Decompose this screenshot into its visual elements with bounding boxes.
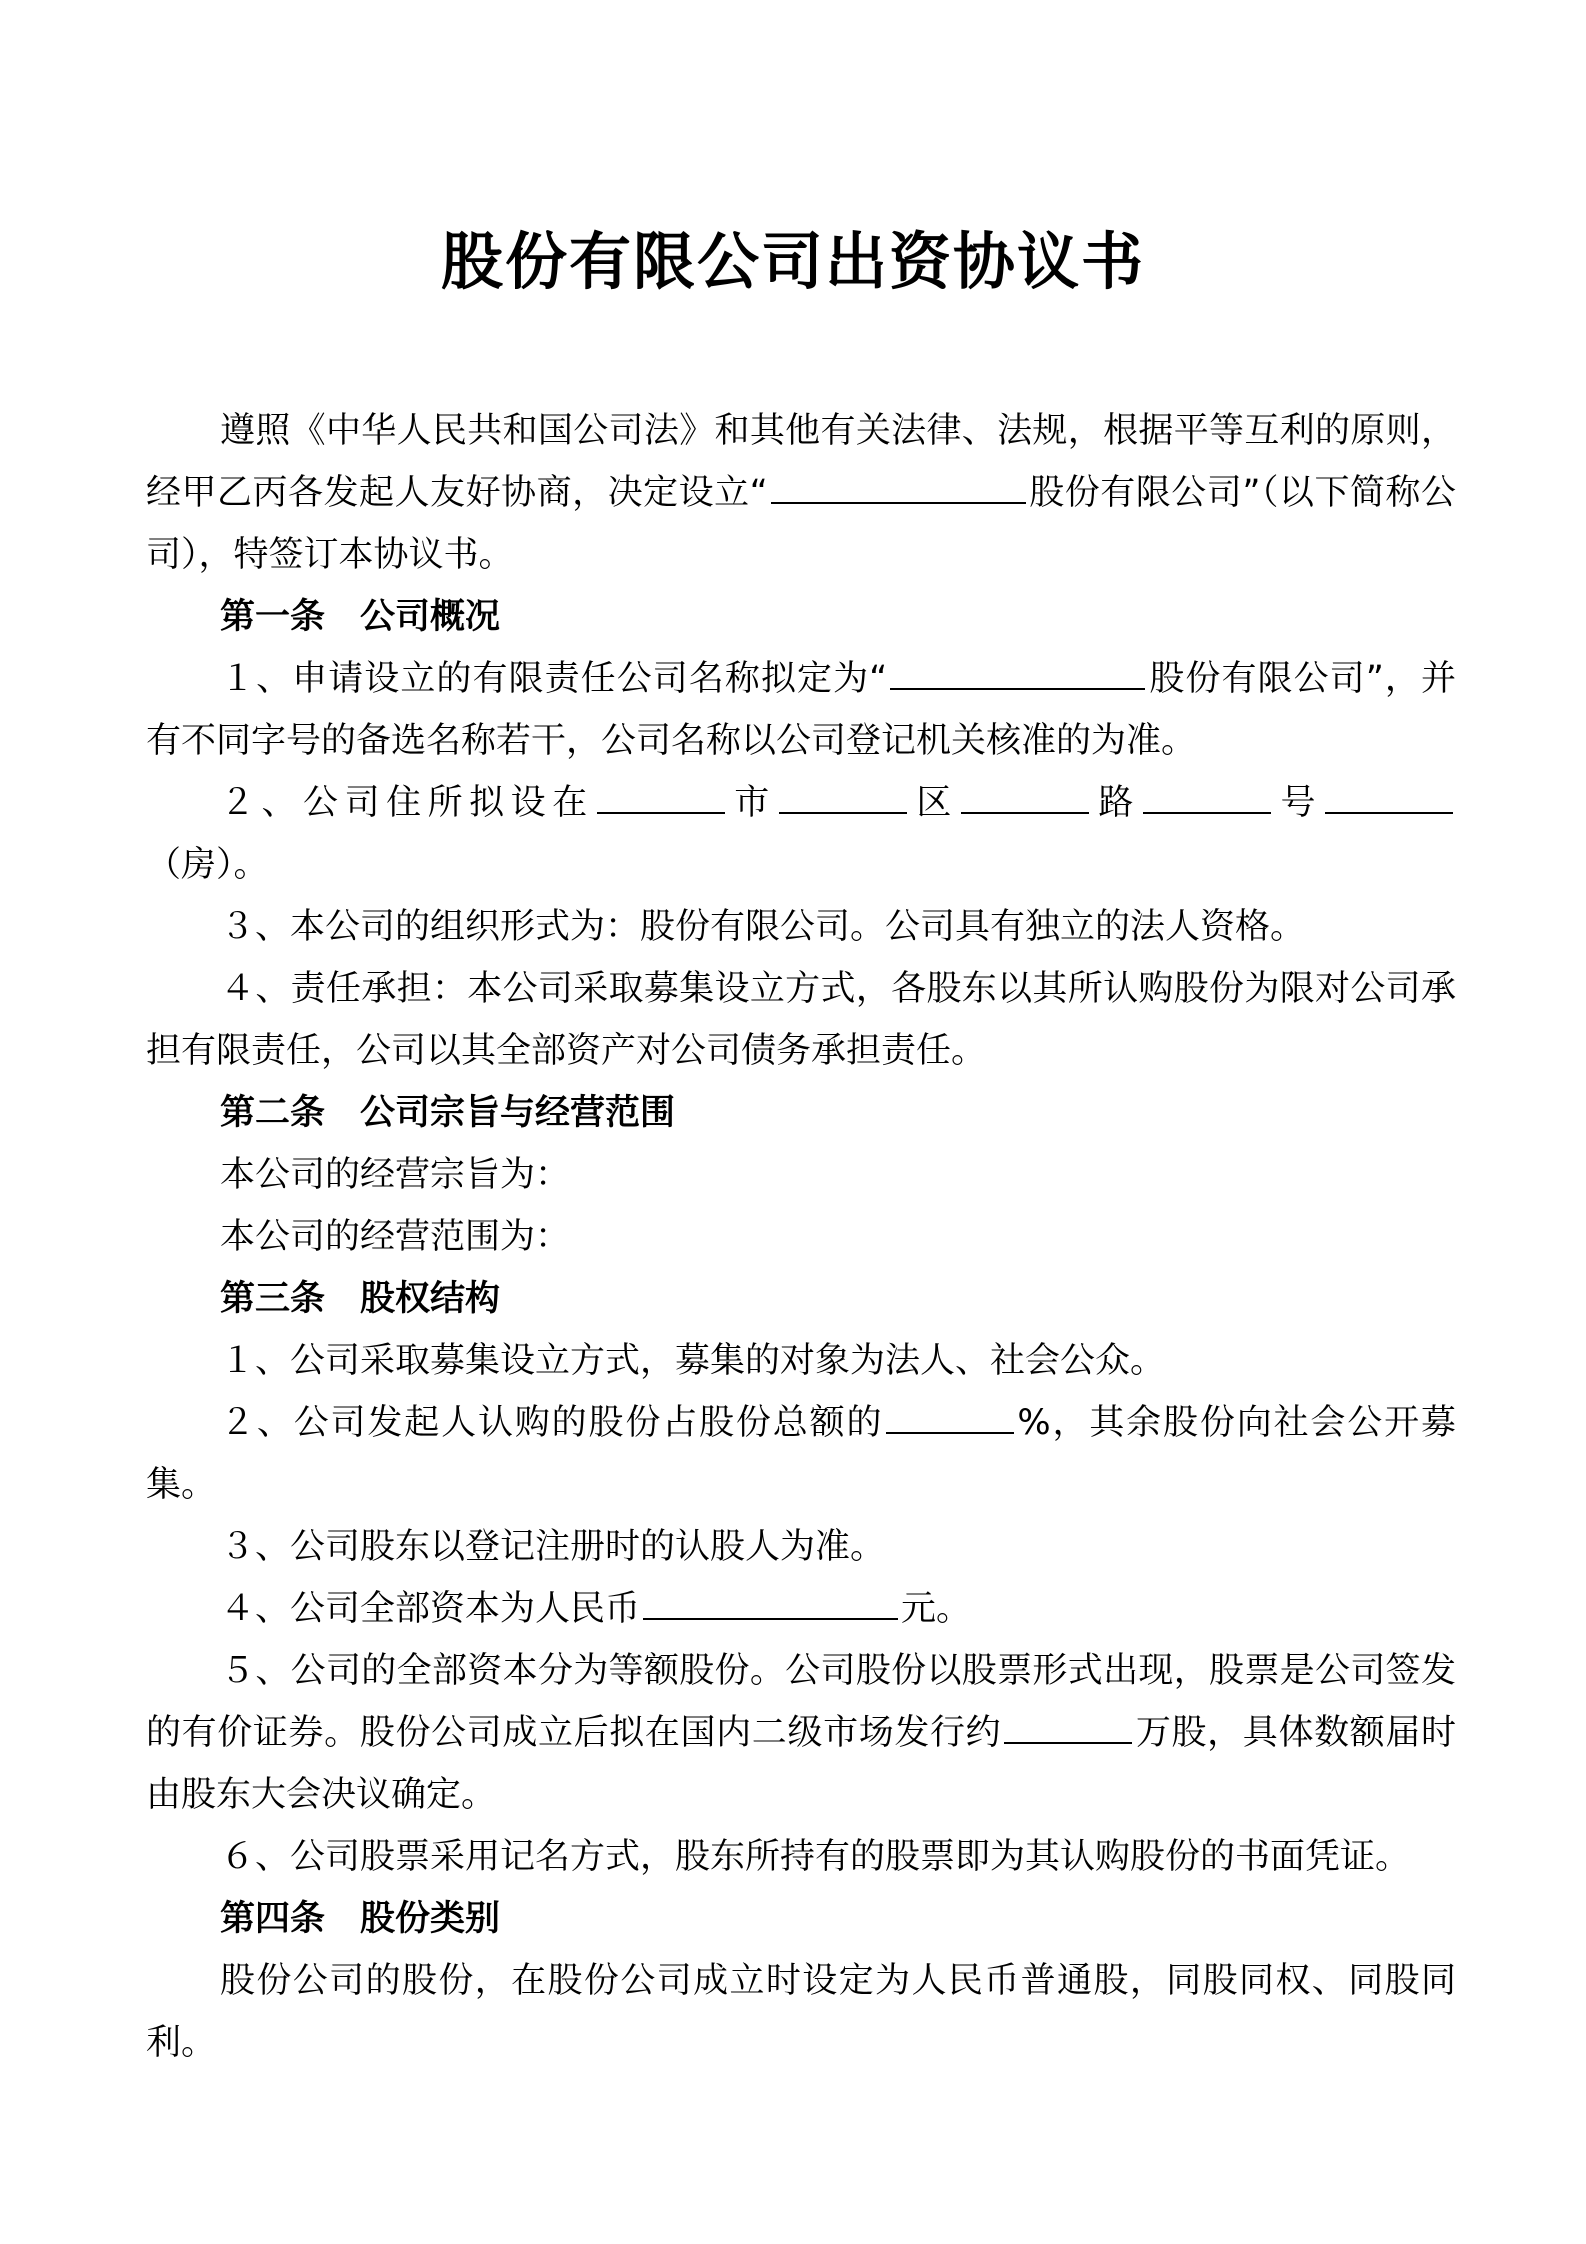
article-3-item-2 (146, 1392, 1456, 1516)
article-3-item-5-text-b: 万股，具体数额届时由股东大会决议确定。 (146, 1713, 1456, 1815)
article-2-purpose: 本公司的经营宗旨为： (220, 1155, 571, 1195)
article-3-item-2-text-b: %，其余股份向社会公开募集。 (146, 1403, 1456, 1505)
article-3-item-2-text-a: ２、公司发起人认购的股份占股份总额的 (220, 1403, 884, 1443)
article-3-item-4-text-a: ４、公司全部资本为人民币 (220, 1589, 641, 1629)
intro-text-a: 遵照《中华人民共和国公司法》和其他有关法律、法规，根据平等互利的原则，经甲乙丙各发起人友好协商，决定设立“ (146, 411, 1456, 513)
city-blank (597, 775, 725, 814)
district-label: 区 (909, 783, 958, 823)
company-name-blank (771, 465, 1026, 504)
room-label: （房）。 (146, 845, 269, 885)
article-4-paragraph: 股份公司的股份，在股份公司成立时设定为人民币普通股，同股同权、同股同利。 (146, 1961, 1456, 2063)
article-3-item-5 (146, 1640, 1456, 1826)
article-3-item-6: ６、公司股票采用记名方式，股东所持有的股票即为其认购股份的书面凭证。 (220, 1837, 1411, 1877)
address-label: ２、公司住所拟设在 (220, 783, 594, 823)
document-body (146, 400, 1456, 2074)
city-label: 市 (727, 783, 776, 823)
article-1-item-1-text-a: １、申请设立的有限责任公司名称拟定为“ (220, 659, 888, 699)
document-title: 股份有限公司出资协议书 (440, 225, 1145, 298)
article-2-heading: 第二条 公司宗旨与经营范围 (220, 1093, 676, 1133)
article-1-heading: 第一条 公司概况 (220, 597, 501, 637)
article-3-item-1: １、公司采取募集设立方式，募集的对象为法人、社会公众。 (220, 1341, 1166, 1381)
article-3-item-4 (146, 1578, 1456, 1640)
percent-blank (886, 1395, 1014, 1434)
article-1-item-4: ４、责任承担：本公司采取募集设立方式，各股东以其所认购股份为限对公司承担有限责任，公司以其全部资产对公司债务承担责任。 (146, 969, 1456, 1071)
article-3-heading: 第三条 股权结构 (220, 1279, 501, 1319)
number-label: 号 (1273, 783, 1322, 823)
article-3-item-5-text-a: ５、公司的全部资本分为等额股份。公司股份以股票形式出现，股票是公司签发的有价证券。股份公司成立后拟在国内二级市场发行约 (146, 1651, 1456, 1753)
road-label: 路 (1091, 783, 1140, 823)
article-1-item-3: ３、本公司的组织形式为：股份有限公司。公司具有独立的法人资格。 (220, 907, 1306, 947)
road-blank (961, 775, 1089, 814)
shares-blank (1004, 1705, 1132, 1744)
capital-blank (643, 1581, 898, 1620)
article-3-item-4-text-b: 元。 (901, 1589, 972, 1629)
company-name-blank-2 (890, 651, 1145, 690)
district-blank (779, 775, 907, 814)
room-blank (1325, 775, 1453, 814)
intro-paragraph (146, 400, 1456, 586)
article-1-item-1 (146, 648, 1456, 772)
article-3-item-3: ３、公司股东以登记注册时的认股人为准。 (220, 1527, 886, 1567)
number-blank (1143, 775, 1271, 814)
article-1-item-2 (146, 772, 1456, 896)
article-1-item-1-text-b: 股份有限公司”，并有不同字号的备选名称若干，公司名称以公司登记机关核准的为准。 (146, 659, 1456, 761)
article-2-scope: 本公司的经营范围为： (220, 1217, 571, 1257)
intro-text-b: 股份有限公司”（以下简称公司），特签订本协议书。 (146, 473, 1456, 575)
article-4-heading: 第四条 股份类别 (220, 1899, 501, 1939)
